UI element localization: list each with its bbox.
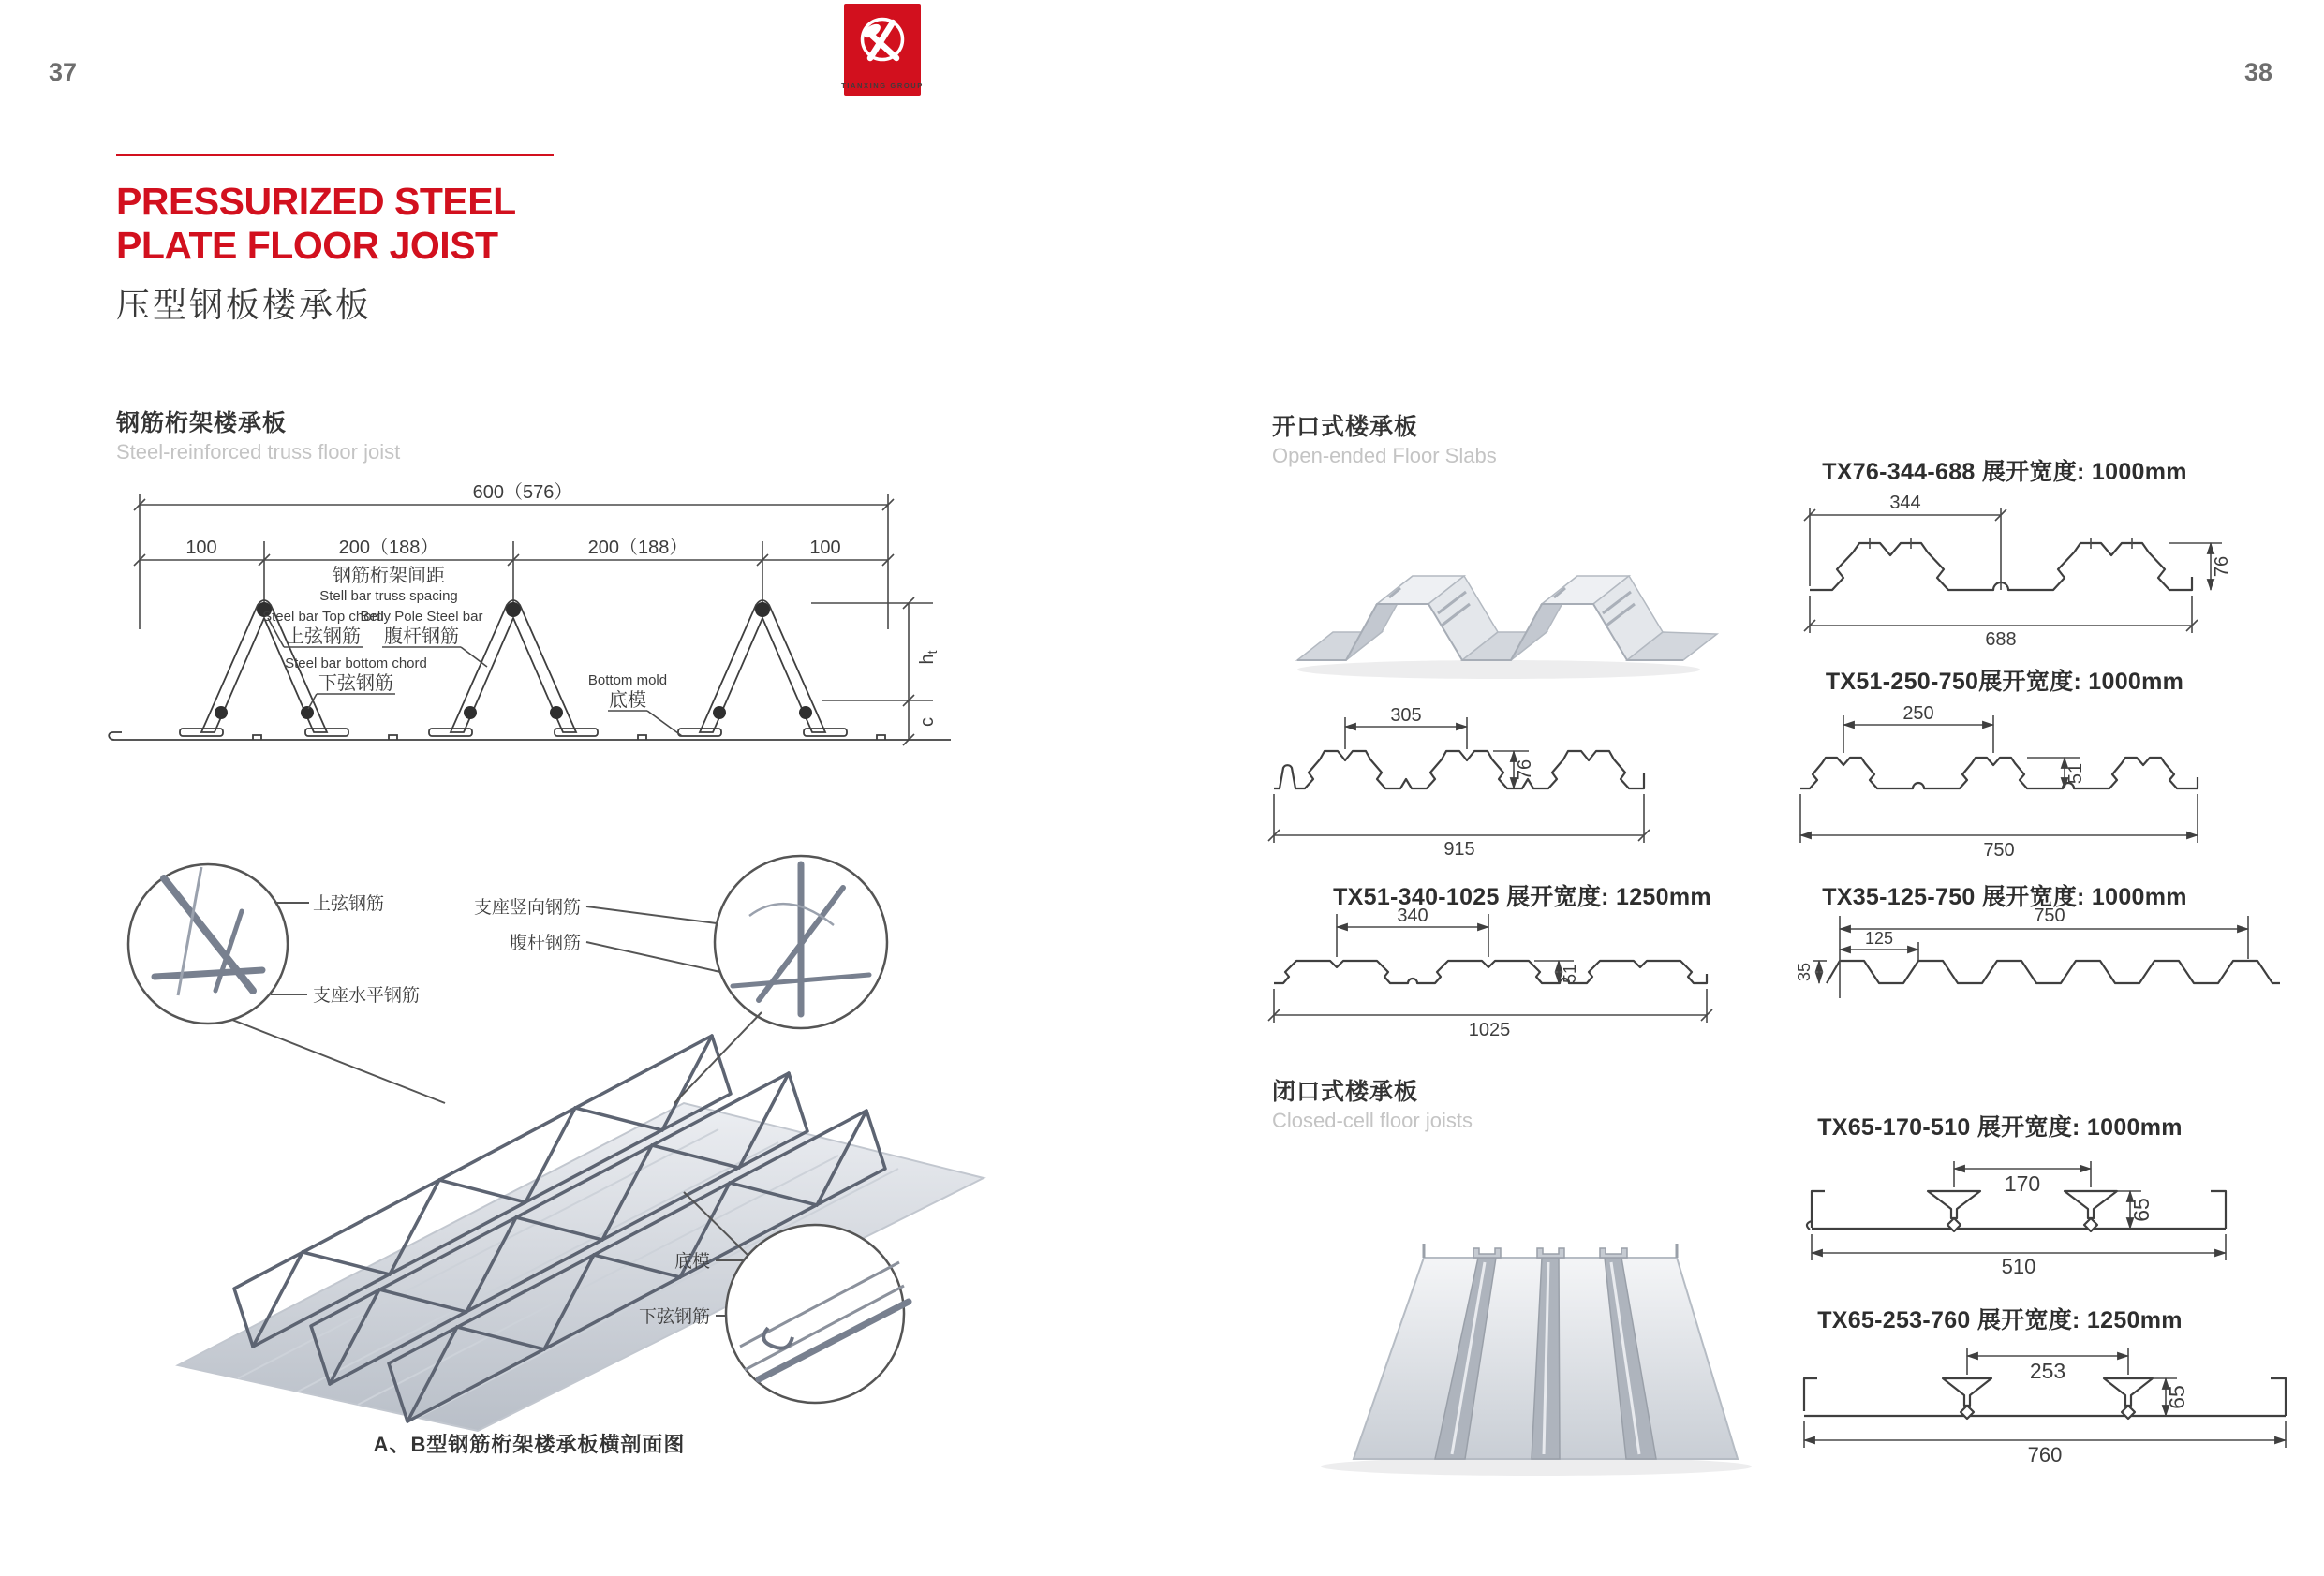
profile-diagram-tx65-170 [1799,1150,2309,1276]
profile-title-tx51-250: TX51-250-750展开宽度: 1000mm [1825,669,2184,695]
dim-tx65-253-pitch: 253 [2029,1359,2066,1383]
dim-tx76-pitch: 344 [1889,493,1921,513]
page-number-left: 37 [49,58,78,86]
section-closed-title-cn: 闭口式楼承板 [1272,1079,1419,1105]
label-bottom-mold-en: Bottom mold [587,672,668,688]
truss-3d-illustration [112,822,1012,1468]
callout-support-vertical: 支座竖向钢筋 [473,898,581,918]
section-open-title-en: Open-ended Floor Slabs [1272,444,1497,467]
dim-tx35-pitch: 125 [1864,929,1894,948]
profile-title-tx76: TX76-344-688 展开宽度: 1000mm [1822,459,2187,485]
dim-tx65-253-height: 65 [2165,1385,2189,1409]
profile-title-tx65-170: TX65-170-510 展开宽度: 1000mm [1817,1114,2183,1141]
label-spacing-cn: 钢筋桁架间距 [333,566,445,586]
label-bottom-chord-en: Steel bar bottom chord [285,655,427,671]
label-spacing-en: Stell bar truss spacing [319,588,458,604]
callout-support-horizontal: 支座水平钢筋 [313,986,421,1006]
profile-title-tx65-253: TX65-253-760 展开宽度: 1250mm [1817,1307,2183,1333]
callout-belly: 腹杆钢筋 [509,934,581,953]
dim-tx51-340-pitch: 340 [1397,906,1428,926]
dim-truss-height: $h_t$ [917,650,940,665]
label-belly-cn: 腹杆钢筋 [384,626,459,647]
dim-tx51-340-cover: 1025 [1468,1020,1511,1040]
profile-diagram-tx35 [1795,905,2318,1036]
dim-tx65-170-cover: 510 [2001,1255,2036,1278]
dim-305-height: 76 [1515,759,1535,781]
label-top-chord-cn: 上弦钢筋 [286,626,361,647]
page-title-cn: 压型钢板楼承板 [116,286,373,324]
dim-tx35-cover: 750 [2034,906,2065,926]
dim-tx65-170-height: 65 [2129,1198,2154,1222]
profile-diagram-305 [1272,695,1759,859]
dim-total: 600（576） [472,482,573,503]
label-belly-en: Belly Pole Steel bar [360,609,483,625]
callout-bottom-mold: 底模 [674,1252,710,1272]
dim-tx51-340-height: 51 [1561,964,1579,984]
section-open-title-cn: 开口式楼承板 [1272,414,1419,440]
dim-end-right: 100 [809,538,841,558]
page-title-line1: PRESSURIZED STEEL [116,180,516,223]
profile-diagram-tx65-253 [1799,1341,2309,1467]
dim-mid-left: 200（188） [338,538,439,558]
page-number-right: 38 [2244,58,2273,86]
section-truss-title-cn: 钢筋桁架楼承板 [116,410,288,436]
dim-tx65-253-cover: 760 [2027,1443,2063,1466]
truss-shapes [109,600,951,740]
dim-tx76-cover: 688 [1985,629,2017,650]
dim-tx51-250-cover: 750 [1983,840,2015,861]
label-top-chord-en: Steel bar Top chord [262,609,384,625]
callout-top-chord: 上弦钢筋 [313,894,385,914]
illustration-caption: A、B型钢筋桁架楼承板横剖面图 [373,1433,686,1456]
truss-dimension-lines [134,494,933,745]
magnifier-circle-top-chord [128,864,288,1024]
open-deck-photo [1279,478,1719,684]
company-logo-icon [841,4,924,96]
magnifier-circle-bottom [726,1225,909,1403]
page-title-line2: PLATE FLOOR JOIST [116,224,498,267]
profile-title-tx51-340: TX51-340-1025 展开宽度: 1250mm [1333,884,1711,910]
section-truss-title-en: Steel-reinforced truss floor joist [116,440,401,464]
dim-cover: c [917,717,938,727]
label-bottom-mold-cn: 底模 [609,690,646,711]
dim-tx51-250-pitch: 250 [1902,703,1934,724]
dim-tx65-170-pitch: 170 [2004,1171,2041,1196]
profile-diagram-tx51-250 [1799,700,2309,860]
dim-tx76-height: 76 [2212,555,2232,578]
dim-end-left: 100 [185,538,217,558]
magnifier-circle-support [715,856,887,1028]
label-bottom-chord-cn: 下弦钢筋 [318,673,393,694]
logo-text: TIANXING GROUP [841,81,924,90]
truss-cross-section-diagram [103,482,965,768]
dim-tx35-height: 35 [1795,962,1813,982]
profile-diagram-tx76 [1799,494,2309,649]
section-closed-title-en: Closed-cell floor joists [1272,1109,1473,1132]
dim-mid-right: 200（188） [587,538,688,558]
page-title [116,180,516,268]
profile-title-tx35: TX35-125-750 展开宽度: 1000mm [1822,884,2187,910]
dim-tx51-250-height: 51 [2065,762,2086,785]
title-divider [116,154,554,156]
profile-diagram-tx51-340 [1272,906,1759,1047]
closed-deck-photo [1302,1169,1770,1478]
dim-305-cover: 915 [1443,839,1475,860]
callout-bottom-chord: 下弦钢筋 [638,1307,710,1327]
dim-305-pitch: 305 [1390,705,1422,726]
